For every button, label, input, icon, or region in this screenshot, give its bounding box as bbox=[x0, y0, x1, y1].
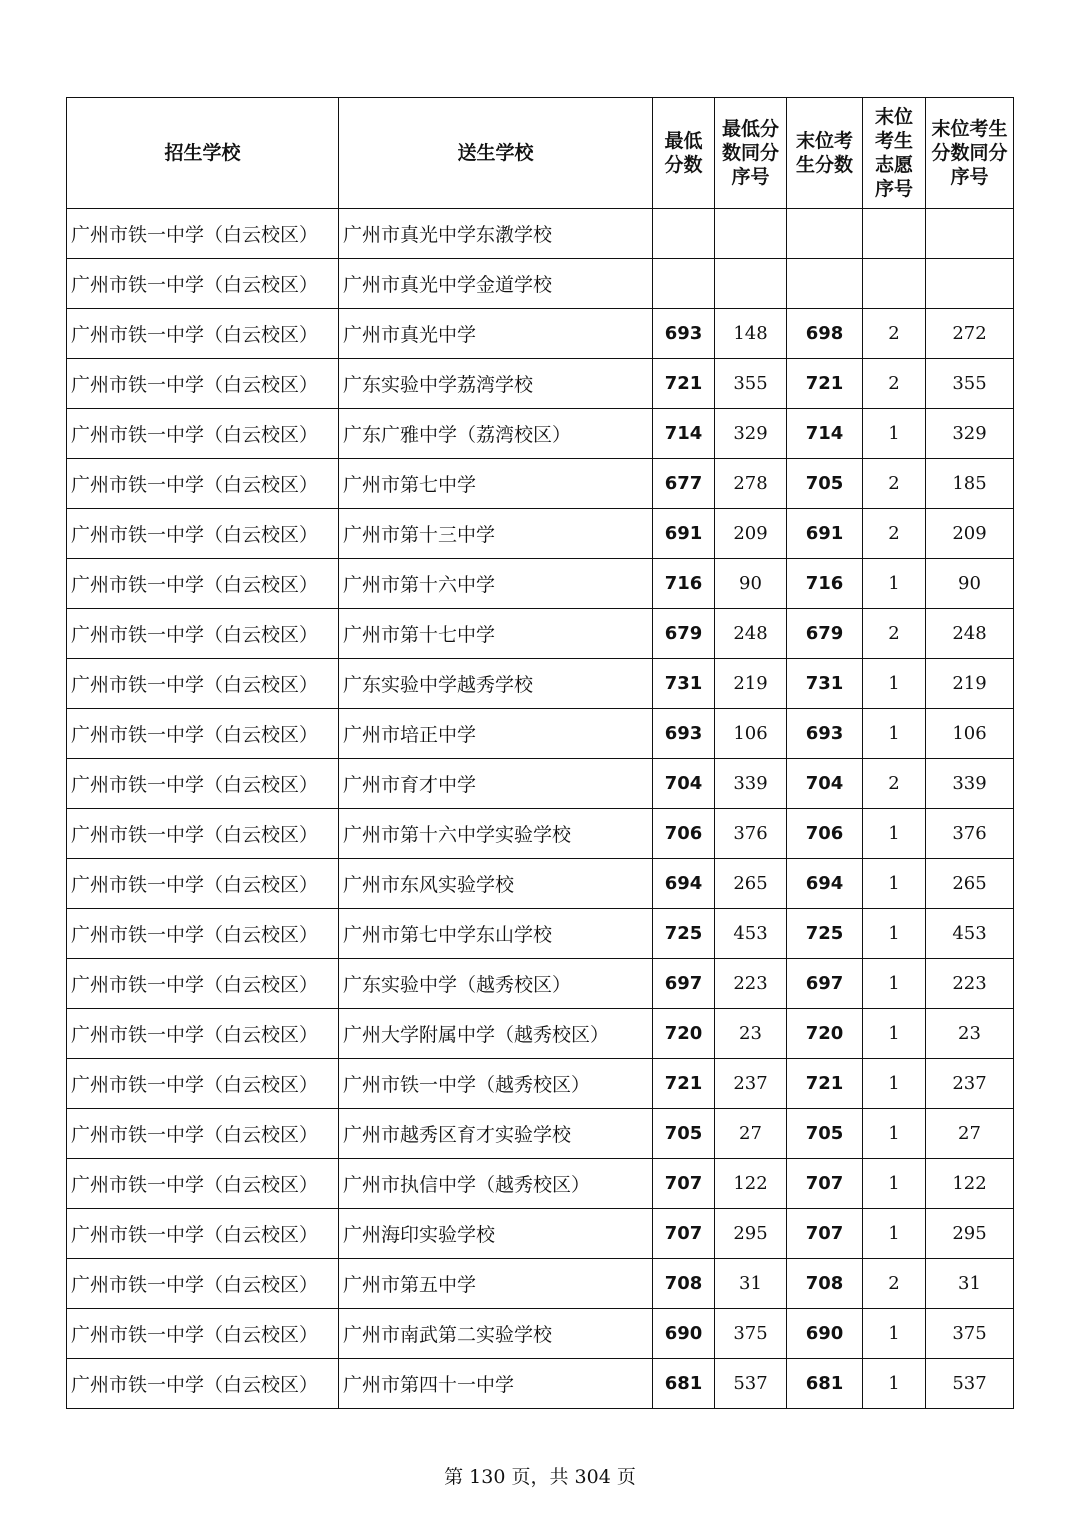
cell-last-preference: 2 bbox=[863, 359, 926, 409]
cell-recruiting-school: 广州市铁一中学（白云校区） bbox=[67, 1209, 339, 1259]
table-row bbox=[67, 1009, 1014, 1059]
cell-last-preference: 1 bbox=[863, 709, 926, 759]
header-min-score-same-rank: 最低分数同分序号 bbox=[715, 98, 787, 209]
cell-min-score-same-rank: 237 bbox=[715, 1059, 787, 1109]
cell-last-score: 705 bbox=[787, 459, 863, 509]
cell-last-score: 716 bbox=[787, 559, 863, 609]
cell-last-same-rank: 376 bbox=[926, 809, 1014, 859]
cell-sending-school: 广州市铁一中学（越秀校区） bbox=[339, 1059, 653, 1109]
cell-last-preference: 1 bbox=[863, 1359, 926, 1409]
cell-last-score bbox=[787, 209, 863, 259]
cell-sending-school: 广州市培正中学 bbox=[339, 709, 653, 759]
cell-last-preference: 1 bbox=[863, 1159, 926, 1209]
cell-last-same-rank: 223 bbox=[926, 959, 1014, 1009]
cell-sending-school: 广州市真光中学金道学校 bbox=[339, 259, 653, 309]
cell-min-score: 705 bbox=[653, 1109, 715, 1159]
cell-sending-school: 广州市第十三中学 bbox=[339, 509, 653, 559]
cell-sending-school: 广州市第七中学 bbox=[339, 459, 653, 509]
cell-min-score: 681 bbox=[653, 1359, 715, 1409]
cell-min-score: 706 bbox=[653, 809, 715, 859]
table-row bbox=[67, 809, 1014, 859]
cell-recruiting-school: 广州市铁一中学（白云校区） bbox=[67, 259, 339, 309]
cell-sending-school: 广州市真光中学 bbox=[339, 309, 653, 359]
cell-last-preference bbox=[863, 259, 926, 309]
cell-min-score: 707 bbox=[653, 1209, 715, 1259]
cell-last-score: 721 bbox=[787, 359, 863, 409]
cell-min-score-same-rank: 23 bbox=[715, 1009, 787, 1059]
cell-last-preference: 1 bbox=[863, 1059, 926, 1109]
table-row bbox=[67, 209, 1014, 259]
cell-sending-school: 广州市第十七中学 bbox=[339, 609, 653, 659]
cell-recruiting-school: 广州市铁一中学（白云校区） bbox=[67, 909, 339, 959]
cell-sending-school: 广东实验中学（越秀校区） bbox=[339, 959, 653, 1009]
cell-min-score-same-rank: 329 bbox=[715, 409, 787, 459]
cell-last-same-rank: 185 bbox=[926, 459, 1014, 509]
cell-last-same-rank: 537 bbox=[926, 1359, 1014, 1409]
table-row bbox=[67, 609, 1014, 659]
cell-last-score: 681 bbox=[787, 1359, 863, 1409]
cell-last-same-rank: 272 bbox=[926, 309, 1014, 359]
table-header-row bbox=[67, 98, 1014, 209]
cell-min-score-same-rank: 375 bbox=[715, 1309, 787, 1359]
cell-sending-school: 广州市南武第二实验学校 bbox=[339, 1309, 653, 1359]
cell-recruiting-school: 广州市铁一中学（白云校区） bbox=[67, 709, 339, 759]
admissions-table bbox=[66, 97, 1014, 1409]
cell-last-same-rank: 219 bbox=[926, 659, 1014, 709]
table-row bbox=[67, 559, 1014, 609]
cell-min-score: 707 bbox=[653, 1159, 715, 1209]
cell-min-score-same-rank: 31 bbox=[715, 1259, 787, 1309]
cell-sending-school: 广州市第十六中学 bbox=[339, 559, 653, 609]
cell-min-score: 708 bbox=[653, 1259, 715, 1309]
cell-last-same-rank: 453 bbox=[926, 909, 1014, 959]
table-row bbox=[67, 759, 1014, 809]
cell-min-score-same-rank: 355 bbox=[715, 359, 787, 409]
header-min-score: 最低分数 bbox=[653, 98, 715, 209]
cell-min-score: 704 bbox=[653, 759, 715, 809]
cell-min-score-same-rank: 295 bbox=[715, 1209, 787, 1259]
cell-last-preference: 2 bbox=[863, 1259, 926, 1309]
cell-last-preference: 2 bbox=[863, 759, 926, 809]
cell-recruiting-school: 广州市铁一中学（白云校区） bbox=[67, 1159, 339, 1209]
cell-sending-school: 广州大学附属中学（越秀校区） bbox=[339, 1009, 653, 1059]
cell-min-score-same-rank: 537 bbox=[715, 1359, 787, 1409]
cell-recruiting-school: 广州市铁一中学（白云校区） bbox=[67, 1359, 339, 1409]
cell-last-preference: 2 bbox=[863, 509, 926, 559]
cell-last-preference: 1 bbox=[863, 1009, 926, 1059]
cell-last-preference: 1 bbox=[863, 809, 926, 859]
cell-min-score: 694 bbox=[653, 859, 715, 909]
table-row bbox=[67, 659, 1014, 709]
cell-last-preference: 1 bbox=[863, 1209, 926, 1259]
cell-recruiting-school: 广州市铁一中学（白云校区） bbox=[67, 1009, 339, 1059]
cell-last-same-rank: 265 bbox=[926, 859, 1014, 909]
header-recruiting-school: 招生学校 bbox=[67, 98, 339, 209]
cell-last-score: 714 bbox=[787, 409, 863, 459]
cell-last-score: 693 bbox=[787, 709, 863, 759]
cell-last-preference: 1 bbox=[863, 1309, 926, 1359]
cell-last-same-rank: 23 bbox=[926, 1009, 1014, 1059]
cell-last-preference: 1 bbox=[863, 559, 926, 609]
cell-min-score-same-rank: 122 bbox=[715, 1159, 787, 1209]
header-last-preference: 末位考生志愿序号 bbox=[863, 98, 926, 209]
cell-recruiting-school: 广州市铁一中学（白云校区） bbox=[67, 659, 339, 709]
cell-min-score-same-rank bbox=[715, 209, 787, 259]
cell-last-preference: 1 bbox=[863, 859, 926, 909]
table-row bbox=[67, 1209, 1014, 1259]
cell-sending-school: 广州市第四十一中学 bbox=[339, 1359, 653, 1409]
cell-last-preference bbox=[863, 209, 926, 259]
header-last-same-rank: 末位考生分数同分序号 bbox=[926, 98, 1014, 209]
cell-sending-school: 广东广雅中学（荔湾校区） bbox=[339, 409, 653, 459]
cell-last-score: 725 bbox=[787, 909, 863, 959]
cell-recruiting-school: 广州市铁一中学（白云校区） bbox=[67, 859, 339, 909]
header-sending-school: 送生学校 bbox=[339, 98, 653, 209]
cell-last-same-rank: 375 bbox=[926, 1309, 1014, 1359]
cell-recruiting-school: 广州市铁一中学（白云校区） bbox=[67, 759, 339, 809]
cell-last-preference: 1 bbox=[863, 959, 926, 1009]
cell-min-score: 721 bbox=[653, 359, 715, 409]
cell-last-preference: 2 bbox=[863, 309, 926, 359]
cell-last-same-rank: 31 bbox=[926, 1259, 1014, 1309]
cell-last-same-rank: 122 bbox=[926, 1159, 1014, 1209]
cell-sending-school: 广东实验中学越秀学校 bbox=[339, 659, 653, 709]
cell-recruiting-school: 广州市铁一中学（白云校区） bbox=[67, 1109, 339, 1159]
cell-recruiting-school: 广州市铁一中学（白云校区） bbox=[67, 409, 339, 459]
table-row bbox=[67, 1159, 1014, 1209]
cell-min-score-same-rank: 106 bbox=[715, 709, 787, 759]
cell-sending-school: 广州市执信中学（越秀校区） bbox=[339, 1159, 653, 1209]
table-row bbox=[67, 359, 1014, 409]
cell-last-score bbox=[787, 259, 863, 309]
cell-last-score: 706 bbox=[787, 809, 863, 859]
cell-last-same-rank: 90 bbox=[926, 559, 1014, 609]
table-row bbox=[67, 859, 1014, 909]
cell-last-preference: 1 bbox=[863, 909, 926, 959]
cell-recruiting-school: 广州市铁一中学（白云校区） bbox=[67, 609, 339, 659]
cell-last-score: 698 bbox=[787, 309, 863, 359]
cell-recruiting-school: 广州市铁一中学（白云校区） bbox=[67, 1259, 339, 1309]
cell-last-score: 704 bbox=[787, 759, 863, 809]
table-row bbox=[67, 409, 1014, 459]
cell-sending-school: 广州市第七中学东山学校 bbox=[339, 909, 653, 959]
cell-min-score-same-rank: 27 bbox=[715, 1109, 787, 1159]
cell-last-preference: 1 bbox=[863, 409, 926, 459]
cell-last-same-rank: 339 bbox=[926, 759, 1014, 809]
cell-recruiting-school: 广州市铁一中学（白云校区） bbox=[67, 959, 339, 1009]
cell-last-same-rank bbox=[926, 209, 1014, 259]
cell-sending-school: 广州市第十六中学实验学校 bbox=[339, 809, 653, 859]
table-row bbox=[67, 1309, 1014, 1359]
cell-last-score: 731 bbox=[787, 659, 863, 709]
cell-min-score-same-rank: 219 bbox=[715, 659, 787, 709]
cell-last-score: 707 bbox=[787, 1209, 863, 1259]
cell-sending-school: 广东实验中学荔湾学校 bbox=[339, 359, 653, 409]
cell-min-score: 725 bbox=[653, 909, 715, 959]
cell-min-score: 690 bbox=[653, 1309, 715, 1359]
cell-recruiting-school: 广州市铁一中学（白云校区） bbox=[67, 459, 339, 509]
cell-min-score-same-rank: 248 bbox=[715, 609, 787, 659]
cell-min-score-same-rank: 90 bbox=[715, 559, 787, 609]
table-body bbox=[67, 209, 1014, 1409]
cell-recruiting-school: 广州市铁一中学（白云校区） bbox=[67, 209, 339, 259]
cell-min-score: 731 bbox=[653, 659, 715, 709]
cell-min-score: 720 bbox=[653, 1009, 715, 1059]
cell-last-same-rank bbox=[926, 259, 1014, 309]
cell-min-score-same-rank: 339 bbox=[715, 759, 787, 809]
cell-sending-school: 广州市真光中学东漖学校 bbox=[339, 209, 653, 259]
cell-min-score bbox=[653, 259, 715, 309]
cell-last-same-rank: 209 bbox=[926, 509, 1014, 559]
cell-last-score: 721 bbox=[787, 1059, 863, 1109]
cell-last-score: 697 bbox=[787, 959, 863, 1009]
cell-last-same-rank: 295 bbox=[926, 1209, 1014, 1259]
cell-min-score: 679 bbox=[653, 609, 715, 659]
cell-last-preference: 1 bbox=[863, 1109, 926, 1159]
cell-min-score bbox=[653, 209, 715, 259]
cell-recruiting-school: 广州市铁一中学（白云校区） bbox=[67, 359, 339, 409]
cell-recruiting-school: 广州市铁一中学（白云校区） bbox=[67, 809, 339, 859]
cell-last-same-rank: 329 bbox=[926, 409, 1014, 459]
cell-min-score-same-rank: 453 bbox=[715, 909, 787, 959]
table-row bbox=[67, 509, 1014, 559]
table-row bbox=[67, 259, 1014, 309]
table-row bbox=[67, 1359, 1014, 1409]
table-row bbox=[67, 959, 1014, 1009]
cell-min-score: 693 bbox=[653, 709, 715, 759]
table-row bbox=[67, 909, 1014, 959]
table-row bbox=[67, 459, 1014, 509]
cell-last-same-rank: 237 bbox=[926, 1059, 1014, 1109]
cell-min-score-same-rank bbox=[715, 259, 787, 309]
cell-last-same-rank: 27 bbox=[926, 1109, 1014, 1159]
cell-last-score: 705 bbox=[787, 1109, 863, 1159]
cell-last-score: 691 bbox=[787, 509, 863, 559]
cell-min-score-same-rank: 265 bbox=[715, 859, 787, 909]
cell-last-score: 707 bbox=[787, 1159, 863, 1209]
table-row bbox=[67, 1059, 1014, 1109]
cell-last-score: 690 bbox=[787, 1309, 863, 1359]
cell-sending-school: 广州市越秀区育才实验学校 bbox=[339, 1109, 653, 1159]
cell-recruiting-school: 广州市铁一中学（白云校区） bbox=[67, 559, 339, 609]
cell-sending-school: 广州海印实验学校 bbox=[339, 1209, 653, 1259]
cell-last-score: 694 bbox=[787, 859, 863, 909]
cell-min-score: 714 bbox=[653, 409, 715, 459]
cell-last-same-rank: 355 bbox=[926, 359, 1014, 409]
cell-sending-school: 广州市东风实验学校 bbox=[339, 859, 653, 909]
cell-min-score-same-rank: 148 bbox=[715, 309, 787, 359]
cell-min-score: 721 bbox=[653, 1059, 715, 1109]
table-row bbox=[67, 1259, 1014, 1309]
cell-recruiting-school: 广州市铁一中学（白云校区） bbox=[67, 309, 339, 359]
cell-last-preference: 2 bbox=[863, 609, 926, 659]
cell-last-score: 708 bbox=[787, 1259, 863, 1309]
cell-min-score-same-rank: 209 bbox=[715, 509, 787, 559]
cell-last-preference: 1 bbox=[863, 659, 926, 709]
header-last-score: 末位考生分数 bbox=[787, 98, 863, 209]
cell-sending-school: 广州市第五中学 bbox=[339, 1259, 653, 1309]
cell-sending-school: 广州市育才中学 bbox=[339, 759, 653, 809]
cell-min-score: 691 bbox=[653, 509, 715, 559]
cell-min-score-same-rank: 223 bbox=[715, 959, 787, 1009]
cell-min-score-same-rank: 278 bbox=[715, 459, 787, 509]
cell-last-same-rank: 248 bbox=[926, 609, 1014, 659]
cell-last-same-rank: 106 bbox=[926, 709, 1014, 759]
page-footer: 第 130 页，共 304 页 bbox=[444, 1466, 636, 1488]
cell-min-score: 716 bbox=[653, 559, 715, 609]
cell-min-score-same-rank: 376 bbox=[715, 809, 787, 859]
cell-min-score: 697 bbox=[653, 959, 715, 1009]
cell-min-score: 677 bbox=[653, 459, 715, 509]
cell-last-preference: 2 bbox=[863, 459, 926, 509]
cell-recruiting-school: 广州市铁一中学（白云校区） bbox=[67, 1309, 339, 1359]
table-row bbox=[67, 309, 1014, 359]
cell-recruiting-school: 广州市铁一中学（白云校区） bbox=[67, 1059, 339, 1109]
cell-recruiting-school: 广州市铁一中学（白云校区） bbox=[67, 509, 339, 559]
cell-min-score: 693 bbox=[653, 309, 715, 359]
table-row bbox=[67, 1109, 1014, 1159]
table-row bbox=[67, 709, 1014, 759]
cell-last-score: 679 bbox=[787, 609, 863, 659]
cell-last-score: 720 bbox=[787, 1009, 863, 1059]
